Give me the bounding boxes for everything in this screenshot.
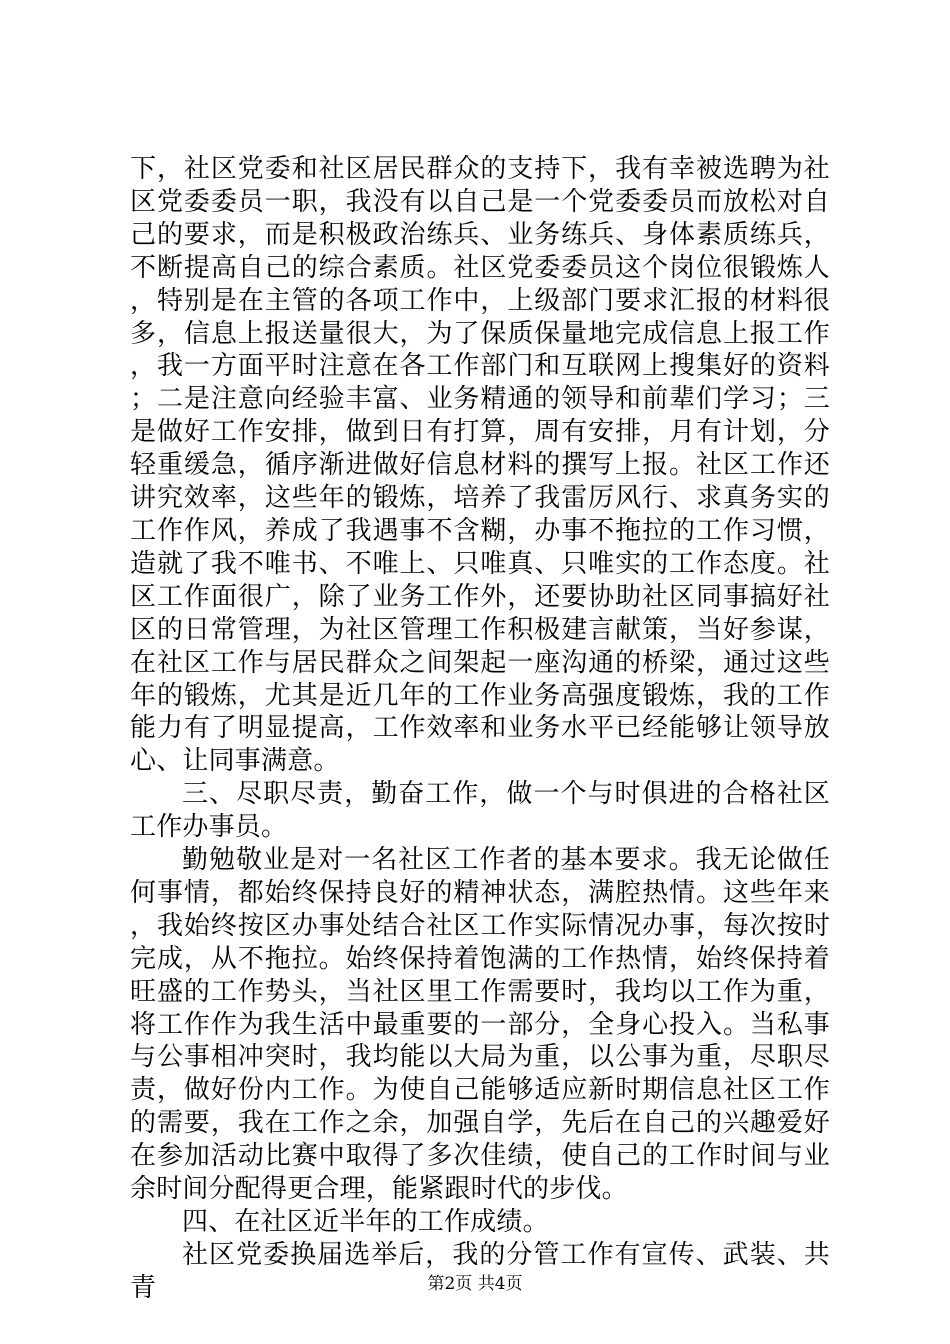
paragraph-continuation: 下，社区党委和社区居民群众的支持下，我有幸被选聘为社区党委委员一职，我没有以自己是一个党委委员而放松对自己的要求，而是积极政治练兵、业务练兵、身体素质练兵，不断提高自己的综合素质。社区党委委员这个岗位很锻炼人，特别是在主管的各项工作中，上级部门要求汇报的材料很多，信息上报送量很大，为了保质保量地完成信息上报工作，我一方面平时注意在各工作部门和互联网上搜集好的资料；二是注意向经验丰富、业务精通的领导和前辈们学习；三是做好工作安排，做到日有打算，周有安排，月有计划，分轻重缓急，循序渐进做好信息材料的撰写上报。社区工作还讲究效率，这些年的锻炼，培养了我雷厉风行、求真务实的工作作风，养成了我遇事不含糊，办事不拖拉的工作习惯，造就了我不唯书、不唯上、只唯真、只唯实的工作态度。社区工作面很广，除了业务工作外，还要协助社区同事搞好社区的日常管理，为社区管理工作积极建言献策，当好参谋，在社区工作与居民群众之间架起一座沟通的桥梁，通过这些年的锻炼，尤其是近几年的工作业务高强度锻炼，我的工作能力有了明显提高，工作效率和业务水平已经能够让领导放心、让同事满意。 xyxy=(130,154,830,777)
document-body xyxy=(130,153,830,1305)
paragraph-diligence: 勤勉敬业是对一名社区工作者的基本要求。我无论做任何事情，都始终保持良好的精神状态，满腔热情。这些年来，我始终按区办事处结合社区工作实际情况办事，每次按时完成，从不拖拉。始终保持着饱满的工作热情，始终保持着旺盛的工作势头，当社区里工作需要时，我均以工作为重，将工作作为我生活中最重要的一部分，全身心投入。当私事与公事相冲突时，我均能以大局为重，以公事为重，尽职尽责，做好份内工作。为使自己能够适应新时期信息社区工作的需要，我在工作之余，加强自学，先后在自己的兴趣爱好在参加活动比赛中取得了多次佳绩，使自己的工作时间与业余时间分配得更合理，能紧跟时代的步伐。 xyxy=(130,845,830,1205)
page-number-footer: 第2页 共4页 xyxy=(427,1274,523,1294)
paragraph-achievements: 社区党委换届选举后，我的分管工作有宣传、武装、共青 xyxy=(130,1239,830,1303)
section-heading-3: 三、尽职尽责，勤奋工作，做一个与时俱进的合格社区工作办事员。 xyxy=(130,779,830,843)
section-heading-4: 四、在社区近半年的工作成绩。 xyxy=(182,1207,549,1237)
